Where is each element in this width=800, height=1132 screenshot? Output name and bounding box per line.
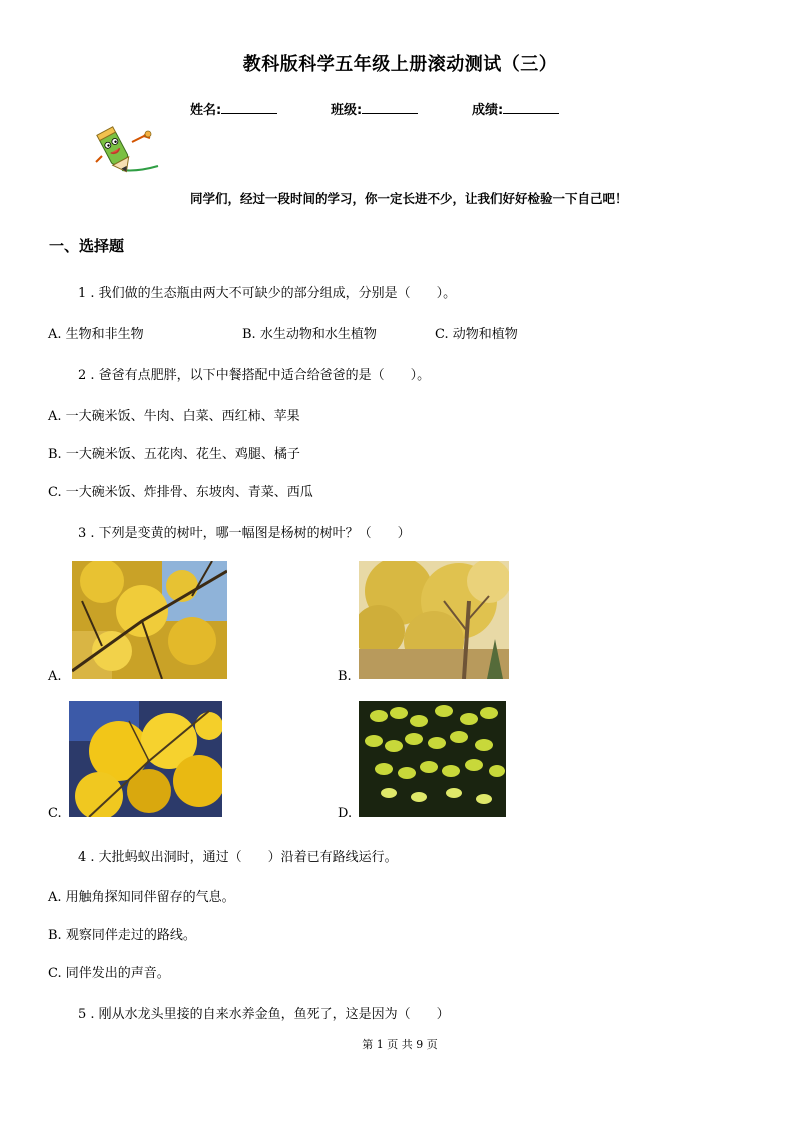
leaf-photo-c[interactable] xyxy=(69,701,222,817)
section-heading-choice: 一、选择题 xyxy=(49,237,125,255)
leaf-photo-b[interactable] xyxy=(359,561,509,679)
question-1-stem: 1 . 我们做的生态瓶由两大不可缺少的部分组成，分别是（ ）。 xyxy=(78,286,457,301)
question-1-option-b[interactable]: B. 水生动物和水生植物 xyxy=(242,327,377,342)
question-1-option-a[interactable]: A. 生物和非生物 xyxy=(48,327,144,342)
question-4-stem: 4 . 大批蚂蚁出洞时，通过（ ）沿着已有路线运行。 xyxy=(78,850,398,865)
question-5-stem: 5 . 刚从水龙头里接的自来水养金鱼，鱼死了，这是因为（ ） xyxy=(78,1007,450,1022)
page-title: 教科版科学五年级上册滚动测试（三） xyxy=(242,54,558,75)
score-label: 成绩: xyxy=(472,103,504,118)
question-4-option-c[interactable]: C. 同伴发出的声音。 xyxy=(48,966,170,981)
leaf-photo-a[interactable] xyxy=(72,561,227,679)
question-2-option-a[interactable]: A. 一大碗米饭、牛肉、白菜、西红柿、苹果 xyxy=(48,409,300,424)
class-blank[interactable] xyxy=(362,100,418,114)
name-field[interactable] xyxy=(190,99,277,118)
leaf-photo-d[interactable] xyxy=(359,701,506,817)
question-2-stem: 2 . 爸爸有点肥胖，以下中餐搭配中适合给爸爸的是（ ）。 xyxy=(78,368,431,383)
question-3-option-b[interactable]: B. xyxy=(338,669,352,684)
question-4-option-a[interactable]: A. 用触角探知同伴留存的气息。 xyxy=(48,890,235,905)
pencil-mascot-icon xyxy=(92,122,162,178)
score-blank[interactable] xyxy=(503,100,559,114)
class-field[interactable] xyxy=(331,99,418,118)
question-4-option-b[interactable]: B. 观察同伴走过的路线。 xyxy=(48,928,196,943)
question-3-option-d[interactable]: D. xyxy=(338,806,353,821)
question-3-option-a[interactable]: A. xyxy=(48,669,62,684)
question-3-stem: 3 . 下列是变黄的树叶，哪一幅图是杨树的树叶？（ ） xyxy=(78,526,411,541)
class-label: 班级: xyxy=(331,103,363,118)
page-footer: 第 1 页 共 9 页 xyxy=(362,1038,438,1051)
question-3-option-c[interactable]: C. xyxy=(48,806,62,821)
name-blank[interactable] xyxy=(221,100,277,114)
encouragement-text: 同学们，经过一段时间的学习，你一定长进不少，让我们好好检验一下自己吧！ xyxy=(190,191,628,206)
question-2-option-b[interactable]: B. 一大碗米饭、五花肉、花生、鸡腿、橘子 xyxy=(48,447,300,462)
name-label: 姓名: xyxy=(190,103,222,118)
question-1-option-c[interactable]: C. 动物和植物 xyxy=(435,327,518,342)
question-2-option-c[interactable]: C. 一大碗米饭、炸排骨、东坡肉、青菜、西瓜 xyxy=(48,485,313,500)
score-field[interactable] xyxy=(472,99,559,118)
